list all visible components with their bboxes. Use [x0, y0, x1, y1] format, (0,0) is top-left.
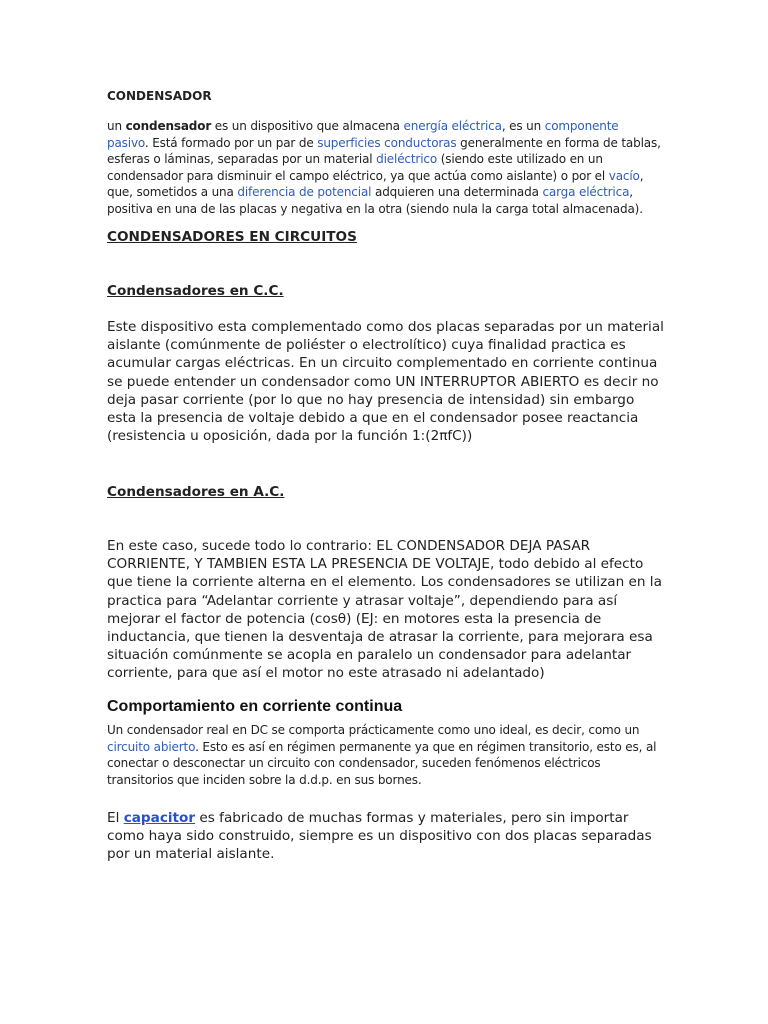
- link-energia-electrica[interactable]: energía eléctrica: [403, 119, 502, 133]
- link-vacio[interactable]: vacío: [608, 168, 640, 183]
- heading-comportamiento: Comportamiento en corriente continua: [107, 698, 403, 715]
- comportamiento-text: . Esto es así en régimen permanente ya que en régimen transitorio, esto es, al conectar o desconectar un circuito con condensador, suceden fenómenos eléctricos transitorios que inciden sobre la d.d.p. en sus bornes.: [107, 739, 657, 787]
- link-componente-pasivo[interactable]: componente pasivo: [107, 119, 619, 150]
- paragraph-cc: Este dispositivo esta complementado como dos placas separadas por un material aislante (comúnmente de poliéster o electrolítico) cuya finalidad practica es acumular cargas eléctricas. En un circuito complementado en corriente continua se puede entender un condensador como UN INTERRUPTOR ABIERTO es decir no deja pasar corriente (por lo que no hay presencia de intensidad) sin embargo esta la presencia de voltaje debido a que en el condensador posee reactancia (resistencia u oposición, dada por la función 1:(2πfC)): [107, 319, 664, 445]
- link-superficies-conductoras[interactable]: superficies conductoras: [317, 135, 457, 150]
- comportamiento-text: Un condensador real en DC se comporta prácticamente como uno ideal, es decir, como un: [107, 723, 640, 737]
- capacitor-text: es fabricado de muchas formas y materiales, pero sin importar como haya sido construido, siempre es un dispositivo con dos placas separadas por un material aislante.: [107, 810, 652, 863]
- document-title: CONDENSADOR: [107, 89, 212, 103]
- intro-text: generalmente en forma de tablas, esferas o láminas, separadas por un material: [107, 135, 661, 166]
- paragraph-capacitor: [107, 809, 663, 864]
- intro-text: un: [107, 119, 126, 133]
- heading-condensadores-ac: Condensadores en A.C.: [107, 484, 285, 500]
- intro-text: (siendo este utilizado en un condensador para disminuir el campo eléctrico, ya que actúa como aislante) o por el: [107, 152, 609, 183]
- intro-text: es un dispositivo que almacena: [211, 119, 404, 133]
- intro-text: , positiva en una de las placas y negativa en la otra (siendo nula la carga total almacenada).: [107, 185, 643, 216]
- intro-text: . Está formado por un par de: [144, 135, 318, 150]
- link-diferencia-de-potencial[interactable]: diferencia de potencial: [237, 185, 372, 199]
- link-carga-electrica[interactable]: carga eléctrica: [542, 185, 630, 199]
- intro-bold-term: condensador: [125, 119, 212, 133]
- link-circuito-abierto[interactable]: circuito abierto: [107, 739, 196, 754]
- link-dielectrico[interactable]: dieléctrico: [376, 152, 438, 166]
- paragraph-comportamiento: [107, 722, 657, 788]
- heading-condensadores-cc: Condensadores en C.C.: [107, 283, 284, 299]
- paragraph-ac: En este caso, sucede todo lo contrario: EL CONDENSADOR DEJA PASAR CORRIENTE, Y TAMBIEN ESTA LA PRESENCIA DE VOLTAJE, todo debido al efecto que tiene la corriente alterna en el elemento. Los condensadores se utilizan en la practica para “Adelantar corriente y atrasar voltaje”, dependiendo para así mejorar el factor de potencia (cosθ) (EJ: en motores esta la presencia de inductancia, que tienen la desventaja de atrasar la corriente, para mejorara esa situación comúnmente se acopla en paralelo un condensador para adelantar corriente, para que así el motor no este atrasado ni adelantado): [107, 538, 662, 682]
- intro-text: , es un: [501, 119, 545, 133]
- capacitor-text: El: [107, 810, 124, 826]
- intro-paragraph: [107, 118, 662, 217]
- heading-condensadores-en-circuitos: CONDENSADORES EN CIRCUITOS: [107, 229, 357, 245]
- link-capacitor[interactable]: capacitor: [123, 810, 196, 826]
- intro-text: , que, sometidos a una: [107, 168, 644, 199]
- intro-text: adquieren una determinada: [371, 185, 543, 199]
